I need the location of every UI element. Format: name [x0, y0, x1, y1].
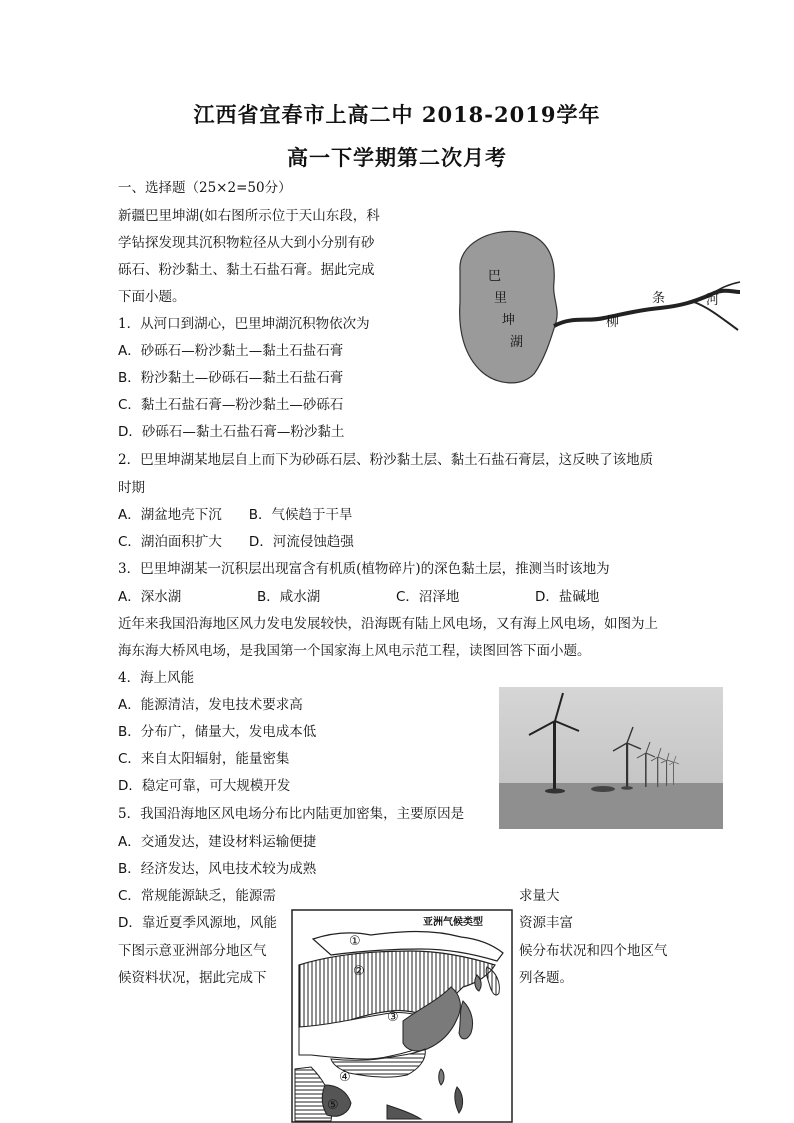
q2-options-row1: A．湖盆地壳下沉 B．气候趋于干旱	[118, 507, 353, 523]
q2-stem: 2．巴里坤湖某地层自上而下为砂砾石层、粉沙黏土层、黏土石盐石膏层，这反映了该地质	[118, 452, 654, 468]
q5-option-a: A．交通发达，建设材料运输便捷	[118, 834, 317, 850]
q5-option-d-tail: 资源丰富	[519, 915, 573, 931]
q5-option-c: C．常规能源缺乏，能源需	[118, 888, 276, 904]
q5-stem: 5．我国沿海地区风电场分布比内陆更加密集，主要原因是	[118, 806, 465, 822]
q3-stem: 3．巴里坤湖某一沉积层出现富含有机质(植物碎片)的深色黏土层，推测当时该地为	[118, 561, 610, 577]
climate-marker-2: ②	[353, 964, 365, 979]
lake-label-char: 湖	[510, 335, 524, 350]
section-heading: 一、选择题（25×2=50分）	[118, 180, 292, 196]
q1-option-c: C．黏土石盐石膏—粉沙黏土—砂砾石	[118, 397, 344, 413]
map-title: 亚洲气候类型	[423, 917, 483, 928]
q4-option-c: C．来自太阳辐射，能量密集	[118, 751, 290, 767]
passage3-left-line: 下图示意亚洲部分地区气	[118, 943, 267, 959]
river-label-char: 条	[652, 291, 666, 306]
q3-option-a: A．深水湖	[118, 589, 182, 605]
climate-marker-5: ⑤	[327, 1098, 339, 1113]
q1-option-a: A．砂砾石—粉沙黏土—黏土石盐石膏	[118, 343, 344, 359]
passage3-left-line: 候资料状况，据此完成下	[118, 970, 267, 986]
q3-option-d: D．盐碱地	[535, 589, 600, 605]
lake-shape	[460, 231, 558, 382]
q5-option-c-tail: 求量大	[519, 888, 560, 904]
passage3-right-line: 列各题。	[519, 970, 573, 986]
asia-climate-map	[291, 909, 513, 1123]
lake-label-char: 里	[494, 291, 508, 306]
q1-option-b: B．粉沙黏土—砂砾石—黏土石盐石膏	[118, 370, 344, 386]
exam-title-line1: 江西省宜春市上高二中 2018-2019学年	[193, 102, 601, 127]
lake-map-figure	[448, 222, 748, 387]
passage1-line: 学钻探发现其沉积物粒径从大到小分别有砂	[118, 235, 375, 251]
lake-label-char: 坤	[502, 313, 516, 328]
passage2-line: 海东海大桥风电场，是我国第一个国家海上风电示范工程，读图回答下面小题。	[118, 643, 591, 659]
q5-option-d: D．靠近夏季风源地，风能	[118, 915, 277, 931]
q3-option-c: C．沼泽地	[396, 589, 460, 605]
q2-options-row2: C．湖泊面积扩大 D．河流侵蚀趋强	[118, 534, 354, 550]
q3-option-b: B．咸水湖	[257, 589, 321, 605]
q2-stem-cont: 时期	[118, 480, 145, 496]
q1-option-d: D．砂砾石—黏土石盐石膏—粉沙黏土	[118, 424, 345, 440]
q1-stem: 1．从河口到湖心，巴里坤湖沉积物依次为	[118, 316, 370, 332]
passage1-line: 新疆巴里坤湖(如右图所示位于天山东段，科	[118, 208, 380, 224]
passage3-right-line: 候分布状况和四个地区气	[519, 943, 668, 959]
q4-option-a: A．能源清洁，发电技术要求高	[118, 697, 303, 713]
climate-marker-1: ①	[349, 934, 361, 949]
wind-farm-photo	[499, 687, 723, 829]
climate-marker-4: ④	[339, 1070, 351, 1085]
passage2-line: 近年来我国沿海地区风力发电发展较快，沿海既有陆上风电场，又有海上风电场，如图为上	[118, 616, 658, 632]
island-shape	[439, 1069, 444, 1085]
climate-marker-3: ③	[387, 1010, 399, 1025]
passage1-line: 砾石、粉沙黏土、黏土石盐石膏。据此完成	[118, 262, 375, 278]
river-label-char: 柳	[606, 315, 620, 330]
q5-option-b: B．经济发达，风电技术较为成熟	[118, 861, 317, 877]
q4-stem: 4．海上风能	[118, 670, 195, 686]
q4-option-d: D．稳定可靠，可大规模开发	[118, 778, 291, 794]
q4-option-b: B．分布广，储量大，发电成本低	[118, 724, 317, 740]
lake-label-char: 巴	[488, 269, 502, 284]
exam-title-line2: 高一下学期第二次月考	[287, 145, 507, 170]
passage1-line: 下面小题。	[118, 289, 186, 305]
river-label-char: 河	[706, 293, 720, 308]
